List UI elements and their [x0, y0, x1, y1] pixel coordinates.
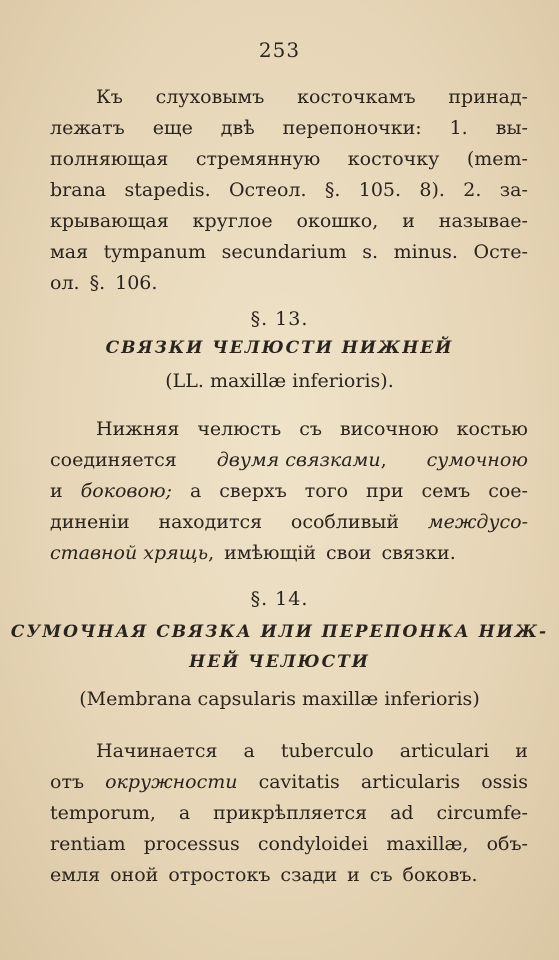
word: a	[243, 740, 255, 762]
word: 1.	[449, 117, 468, 139]
word: диненіи	[50, 511, 130, 533]
word: съ	[369, 864, 393, 886]
word: и	[347, 864, 360, 886]
word: костью	[456, 418, 528, 440]
text-line	[50, 237, 528, 268]
word: articulari	[399, 740, 490, 762]
word: оной	[110, 864, 159, 886]
text-line	[50, 206, 528, 237]
text-line	[50, 476, 528, 507]
text-line	[50, 538, 528, 569]
word: temporum,	[50, 802, 156, 824]
word: особливый	[290, 511, 400, 533]
word: Осте-	[473, 241, 528, 263]
word: а	[178, 802, 191, 824]
word: свои	[326, 542, 372, 564]
word: secundarium	[221, 241, 347, 263]
word: сверхъ	[219, 480, 287, 502]
word: (mem-	[466, 148, 528, 170]
word: ad	[390, 802, 414, 824]
word: tuberculo	[280, 740, 374, 762]
italic-word: междусо-	[427, 511, 528, 533]
word: cavitatis	[258, 771, 340, 793]
paragraph-capsular-ligament	[50, 736, 528, 891]
italic-word: боковою;	[80, 480, 173, 502]
page-number: 253	[258, 38, 301, 62]
section-latin-13: (LL. maxillæ inferioris).	[165, 370, 394, 392]
text-line	[50, 175, 528, 206]
word: circumfe-	[436, 802, 528, 824]
word: condyloidei	[257, 833, 369, 855]
word: tympanum	[103, 241, 207, 263]
italic-word: окружности	[105, 771, 238, 793]
word: косточкамъ	[297, 86, 416, 108]
word: того	[304, 480, 349, 502]
word: maxillæ,	[386, 833, 469, 855]
word: processus	[143, 833, 240, 855]
text-line	[50, 113, 528, 144]
word: стремянную	[195, 148, 321, 170]
italic-word: ставной хрящь,	[50, 542, 215, 564]
word: сое-	[488, 480, 528, 502]
word: съ	[299, 418, 322, 440]
text-line	[50, 268, 528, 299]
word: а	[190, 480, 202, 502]
word: челюсть	[197, 418, 282, 440]
word: слуховымъ	[155, 86, 265, 108]
word: Начинается	[96, 740, 218, 762]
italic-word: двумя связками,	[216, 449, 387, 471]
word: ол.	[50, 272, 80, 294]
word: §.	[89, 272, 106, 294]
word: 2.	[463, 179, 482, 201]
word: s.	[362, 241, 379, 263]
word: полняющая	[50, 148, 169, 170]
text-line	[50, 445, 528, 476]
text-line	[50, 414, 528, 445]
word: Остеол.	[228, 179, 307, 201]
word: сзади	[280, 864, 338, 886]
word: rentiam	[50, 833, 126, 855]
word: боковъ.	[402, 864, 478, 886]
word: крывающая	[50, 210, 169, 232]
word: прикрѣпляется	[213, 802, 368, 824]
text-line	[50, 798, 528, 829]
word: мая	[50, 241, 89, 263]
section-heading-14-line1: СУМОЧНАЯ СВЯЗКА ИЛИ ПЕРЕПОНКА НИЖ-	[10, 622, 549, 642]
word: stapedis.	[124, 179, 211, 201]
section-number-13: §. 13.	[250, 308, 309, 330]
word: соединяется	[50, 449, 177, 471]
word: brana	[50, 179, 107, 201]
word: 105.	[358, 179, 402, 201]
word: вы-	[495, 117, 528, 139]
word: височною	[339, 418, 439, 440]
word: и	[515, 740, 528, 762]
word: отростокъ	[168, 864, 271, 886]
word: связки.	[381, 542, 456, 564]
paragraph-lower-jaw	[50, 414, 528, 569]
text-line	[50, 144, 528, 175]
text-line	[50, 829, 528, 860]
paragraph-ear-membranes	[50, 82, 528, 299]
word: объ-	[486, 833, 528, 855]
section-heading-13: СВЯЗКИ ЧЕЛЮСТИ НИЖНЕЙ	[105, 338, 454, 358]
word: имѣющій	[224, 542, 317, 564]
text-line	[50, 767, 528, 798]
word: и	[50, 480, 63, 502]
word: лежатъ	[50, 117, 125, 139]
word: называе-	[438, 210, 528, 232]
word: находится	[158, 511, 263, 533]
section-latin-14: (Membrana capsularis maxillæ inferioris)	[79, 688, 480, 710]
italic-word: сумочною	[426, 449, 528, 471]
section-number-14: §. 14.	[250, 588, 309, 610]
word: articularis	[360, 771, 461, 793]
word: §.	[324, 179, 341, 201]
word: ossis	[481, 771, 528, 793]
word: перепоночки:	[282, 117, 422, 139]
text-line	[50, 860, 528, 891]
word: емля	[50, 864, 101, 886]
text-line	[50, 82, 528, 113]
word: семъ	[421, 480, 471, 502]
word: Нижняя	[96, 418, 180, 440]
word: отъ	[50, 771, 85, 793]
word: Къ	[96, 86, 123, 108]
word: принад-	[448, 86, 528, 108]
word: окошко,	[296, 210, 379, 232]
word: при	[366, 480, 404, 502]
word: 106.	[115, 272, 158, 294]
word: круглое	[192, 210, 273, 232]
word: за-	[499, 179, 528, 201]
word: косточку	[347, 148, 440, 170]
text-line	[50, 507, 528, 538]
word: 8).	[419, 179, 445, 201]
text-line	[50, 736, 528, 767]
section-heading-14-line2: НЕЙ ЧЕЛЮСТИ	[189, 652, 370, 672]
word: двѣ	[220, 117, 255, 139]
word: minus.	[393, 241, 458, 263]
word: еще	[152, 117, 193, 139]
word: и	[402, 210, 415, 232]
